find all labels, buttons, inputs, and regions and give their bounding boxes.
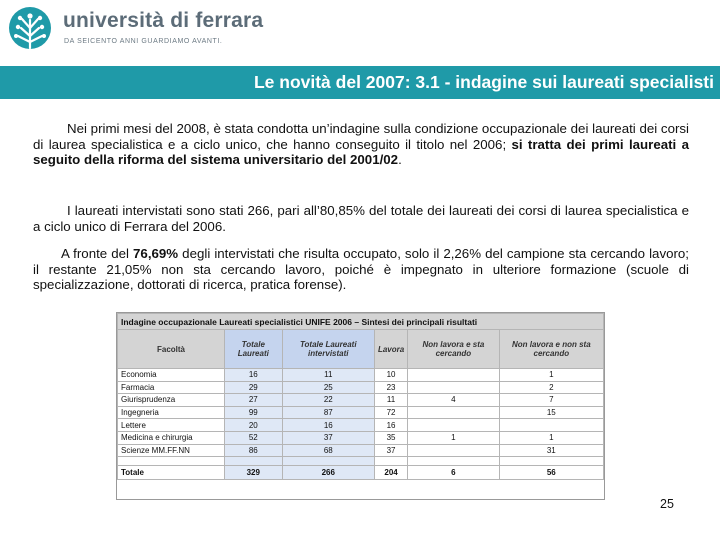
table-row	[118, 419, 604, 432]
paragraph-survey-bold: si tratta dei primi laureati a seguito della riforma del sistema universitario del 2001/02	[33, 136, 689, 167]
university-tagline: DA SEICENTO ANNI GUARDIAMO AVANTI.	[64, 38, 223, 45]
table-cell: 16	[225, 369, 283, 382]
paragraph-interviewed-text: I laureati intervistati sono stati 266, pari all’80,85% del totale dei laureati dei corsi di laurea specialistica e a ciclo unico di Ferrara del 2006.	[33, 203, 689, 234]
table-cell	[408, 381, 499, 394]
slide-title: Le novità del 2007: 3.1 - indagine sui laureati specialisti	[253, 72, 714, 92]
table-row	[118, 381, 604, 394]
table-cell: 6	[408, 466, 499, 480]
header-lavora: Lavora	[374, 330, 407, 369]
table-cell: 7	[499, 394, 603, 407]
table-cell-facolta: Ingegneria	[118, 406, 225, 419]
table-cell: 37	[282, 431, 374, 444]
table-spacer-cell	[225, 457, 283, 466]
paragraph-employment-start: A fronte del	[61, 246, 134, 261]
table-spacer-row	[118, 457, 604, 466]
table-cell: 23	[374, 381, 407, 394]
university-name: università di ferrara	[63, 9, 264, 32]
table-cell: 1	[499, 369, 603, 382]
header-non-lavora-non-cercando: Non lavora e non sta cercando	[499, 330, 603, 369]
table-row	[118, 406, 604, 419]
table-spacer-cell	[499, 457, 603, 466]
table-cell: 204	[374, 466, 407, 480]
table-cell	[499, 419, 603, 432]
table-cell: 15	[499, 406, 603, 419]
table-cell: 31	[499, 444, 603, 457]
table-cell: 266	[282, 466, 374, 480]
table-cell-facolta: Scienze MM.FF.NN	[118, 444, 225, 457]
table-cell-facolta: Totale	[118, 466, 225, 480]
table-cell: 52	[225, 431, 283, 444]
table-cell: 11	[374, 394, 407, 407]
paragraph-survey-end: .	[398, 152, 402, 167]
paragraph-interviewed	[33, 203, 689, 234]
tree-logo-icon	[8, 6, 52, 56]
results-table	[116, 312, 605, 500]
header-totale-intervistati: Totale Laureati intervistati	[282, 330, 374, 369]
slide-title-bar	[0, 66, 720, 99]
table-spacer-cell	[282, 457, 374, 466]
header-non-lavora-cercando: Non lavora e sta cercando	[408, 330, 499, 369]
table-cell: 68	[282, 444, 374, 457]
table-cell-facolta: Economia	[118, 369, 225, 382]
table-cell: 20	[225, 419, 283, 432]
table-row	[118, 394, 604, 407]
header-facolta: Facoltà	[118, 330, 225, 369]
table-cell: 37	[374, 444, 407, 457]
table-row	[118, 369, 604, 382]
paragraph-survey-text: Nei primi mesi del 2008, è stata condotta un’indagine sulla condizione occupazionale dei laureati dei corsi di laurea specialistica e a ciclo unico, che hanno conseguito il titolo nel 2006;	[33, 121, 689, 152]
table-cell: 11	[282, 369, 374, 382]
table-cell: 10	[374, 369, 407, 382]
table-cell-facolta: Medicina e chirurgia	[118, 431, 225, 444]
table-cell: 329	[225, 466, 283, 480]
table-spacer-cell	[408, 457, 499, 466]
table-cell: 72	[374, 406, 407, 419]
table-caption: Indagine occupazionale Laureati specialistici UNIFE 2006 – Sintesi dei principali risultati	[118, 314, 604, 330]
table-cell	[408, 419, 499, 432]
table-cell: 16	[282, 419, 374, 432]
table-cell	[408, 369, 499, 382]
university-logo	[8, 4, 264, 60]
table-cell: 29	[225, 381, 283, 394]
paragraph-survey	[33, 121, 689, 168]
table-cell	[408, 406, 499, 419]
table-spacer-cell	[118, 457, 225, 466]
table-cell: 16	[374, 419, 407, 432]
paragraph-employment	[33, 246, 689, 293]
table-cell-facolta: Farmacia	[118, 381, 225, 394]
table-row	[118, 444, 604, 457]
table-cell	[408, 444, 499, 457]
table-cell-facolta: Giurisprudenza	[118, 394, 225, 407]
table-cell: 27	[225, 394, 283, 407]
paragraph-employment-bold: 76,69%	[133, 246, 179, 261]
table-spacer-cell	[374, 457, 407, 466]
table-cell: 87	[282, 406, 374, 419]
table-cell: 2	[499, 381, 603, 394]
table-cell: 4	[408, 394, 499, 407]
table-cell: 22	[282, 394, 374, 407]
table-cell: 25	[282, 381, 374, 394]
header-totale-laureati: Totale Laureati	[225, 330, 283, 369]
table-cell: 86	[225, 444, 283, 457]
table-row	[118, 431, 604, 444]
paragraph-employment-rest: degli intervistati che risulta occupato, solo il 2,26% del campione sta cercando lavoro; il restante 21,05% non sta cercando lavoro, poiché è impegnato in ulteriore formazione (scuole di specializzazione, dottorati di ricerca, pratica forense).	[33, 246, 690, 292]
table-total-row	[118, 466, 604, 480]
table-cell: 56	[499, 466, 603, 480]
table-cell: 1	[408, 431, 499, 444]
page-number: 25	[660, 497, 674, 511]
table-cell: 35	[374, 431, 407, 444]
table-cell: 99	[225, 406, 283, 419]
table-cell: 1	[499, 431, 603, 444]
table-cell-facolta: Lettere	[118, 419, 225, 432]
